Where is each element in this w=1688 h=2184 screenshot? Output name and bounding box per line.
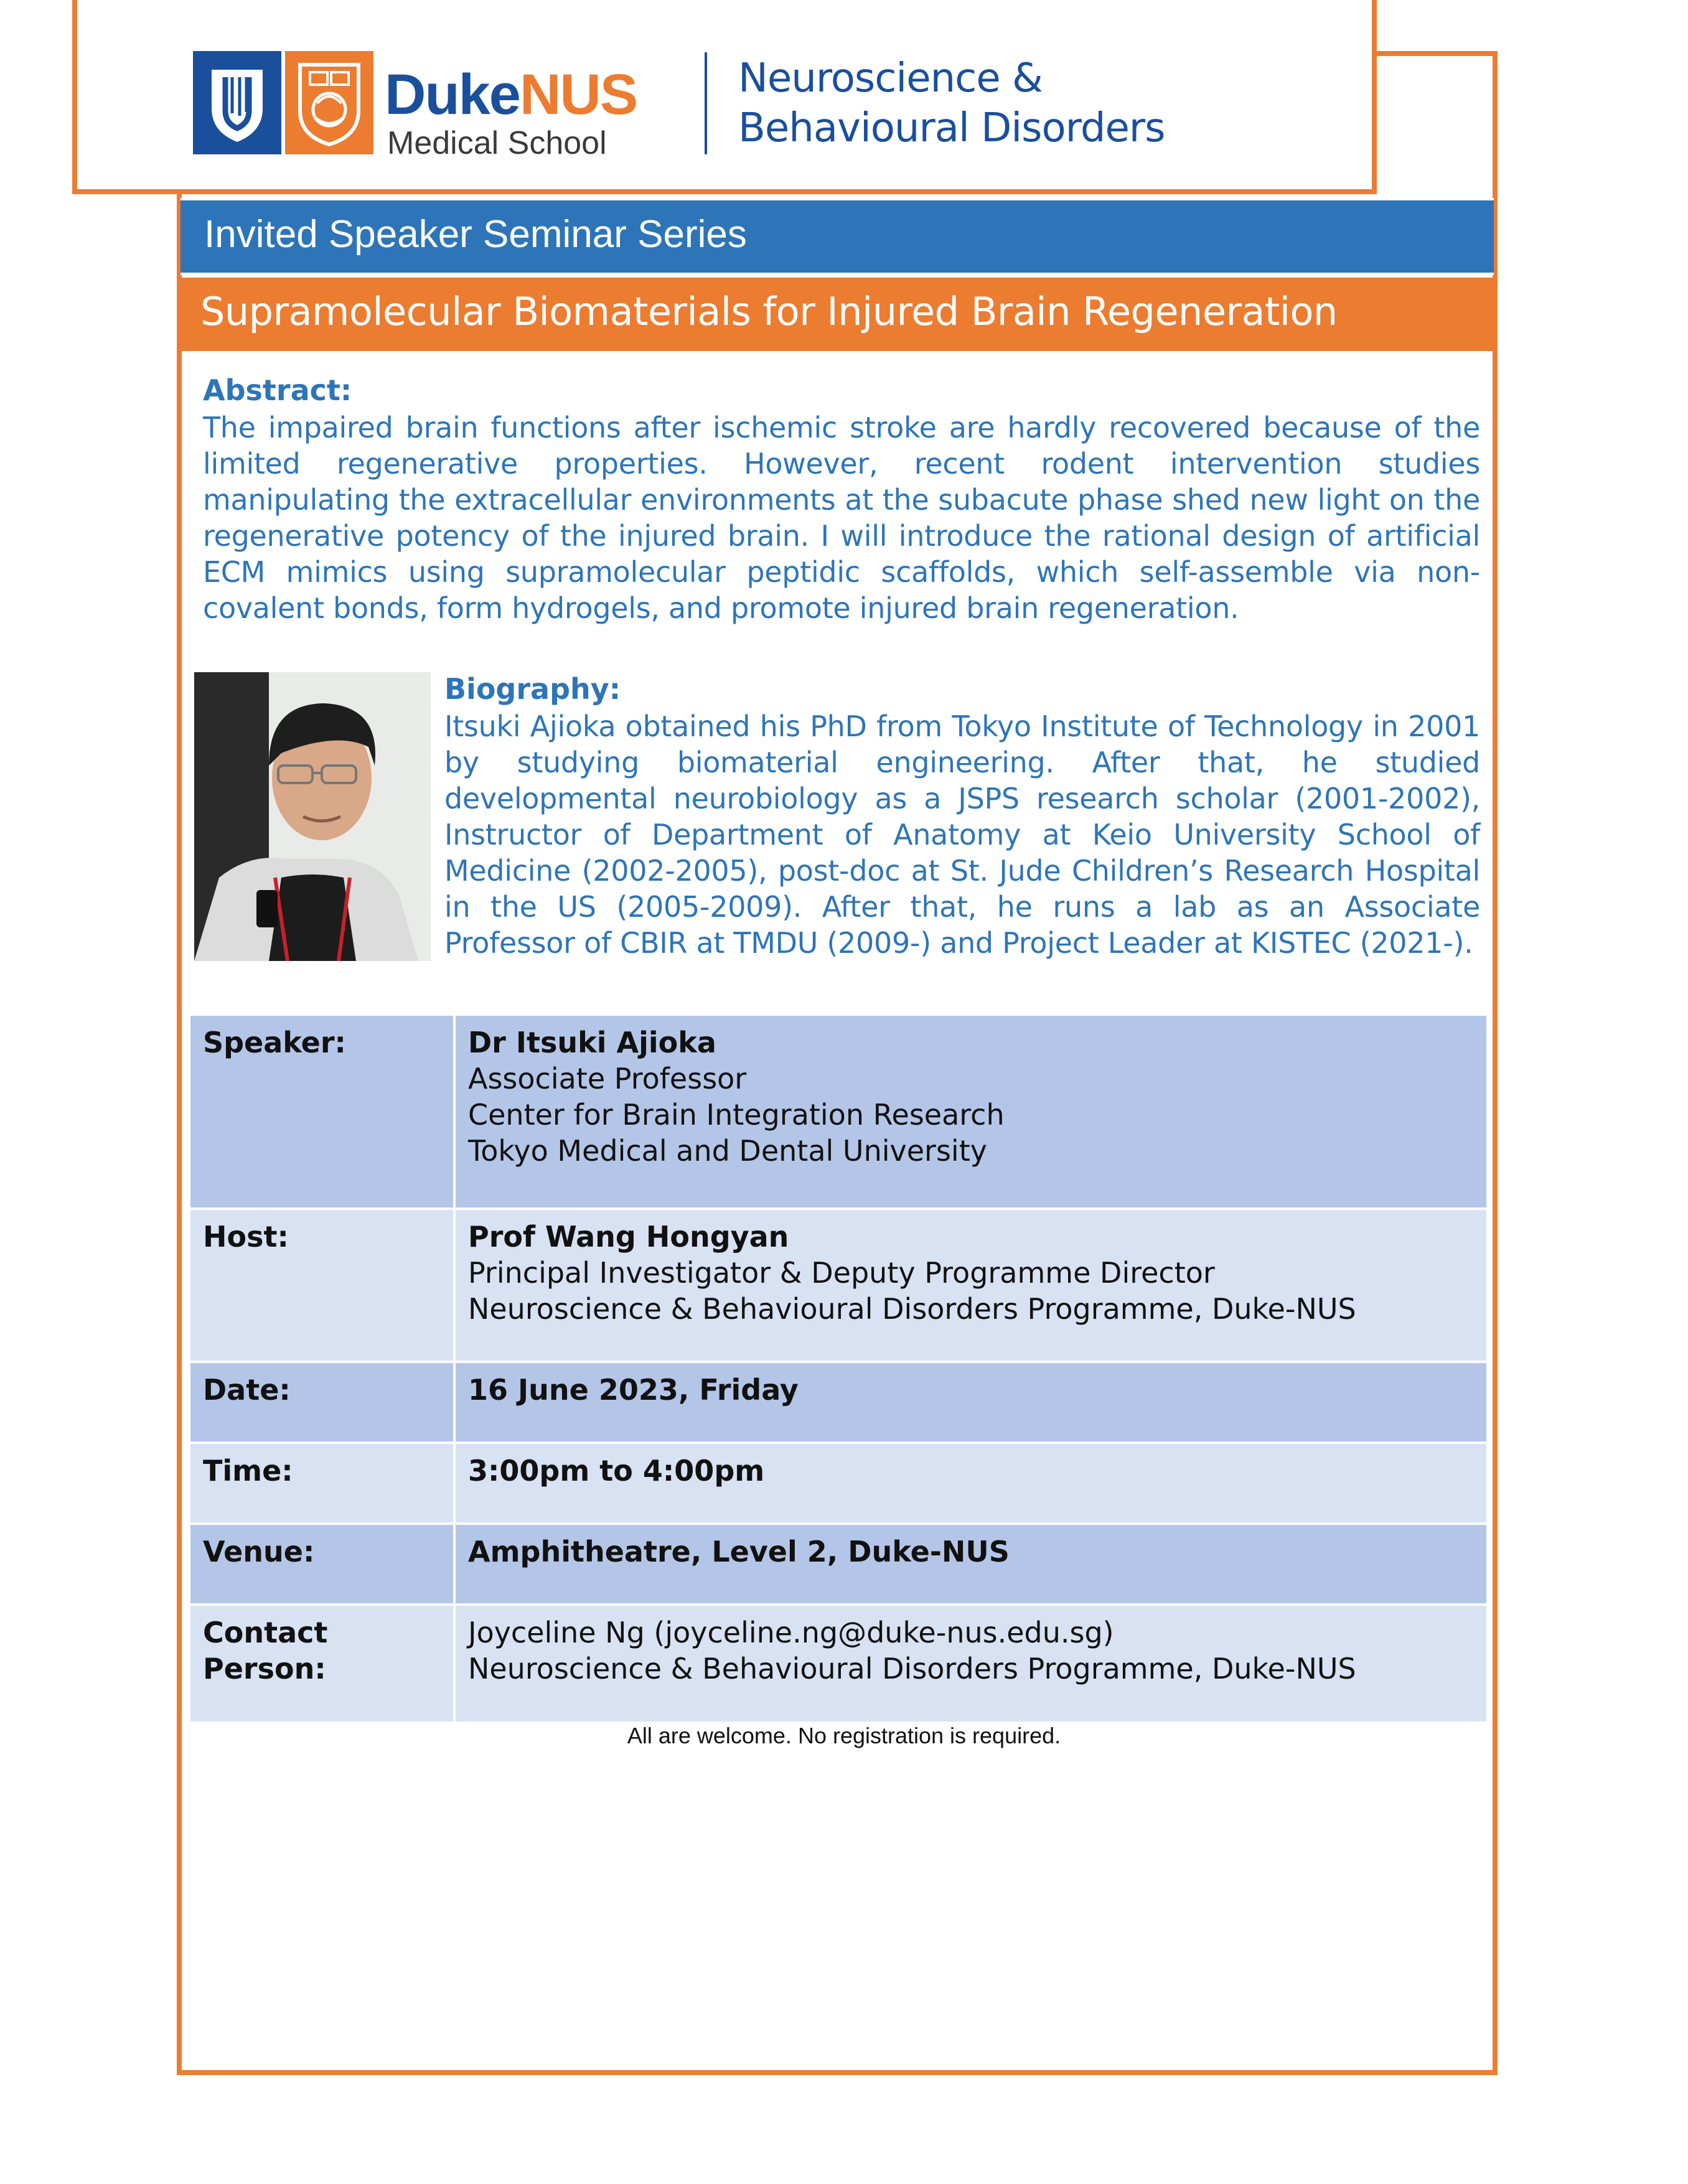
programme-name-line2: Behavioural Disorders: [738, 105, 1165, 151]
biography-text: Itsuki Ajioka obtained his PhD from Tokyo Institute of Technology in 2001 by studying biomaterial engineering. After that, he studied developmental neurobiology as a JSPS research scholar (2001-2002), Instructor of Department of Anatomy at Keio University School of Medicine (2002-2005), post-doc at St. Jude Children’s Research Hospital in the US (2005-2009). After that, he runs a lab as an Associate Professor of CBIR at TMDU (2009-) and Project Leader at KISTEC (2021-).: [444, 710, 1480, 960]
welcome-note: All are welcome. No registration is required.: [627, 1723, 1061, 1748]
host-programme: Neuroscience & Behavioural Disorders Programme, Duke-NUS: [468, 1292, 1356, 1326]
host-row: [189, 1209, 1488, 1362]
time-label: Time:: [189, 1443, 454, 1524]
speaker-university: Tokyo Medical and Dental University: [468, 1134, 987, 1168]
series-title: Invited Speaker Seminar Series: [204, 213, 747, 256]
speaker-title: Associate Professor: [468, 1062, 747, 1095]
contact-label: Contact Person:: [189, 1605, 454, 1723]
contact-programme: Neuroscience & Behavioural Disorders Programme, Duke-NUS: [468, 1652, 1356, 1685]
contact-value: [454, 1605, 1488, 1723]
abstract-heading: Abstract:: [203, 373, 352, 407]
date-label: Date:: [189, 1362, 454, 1443]
duke-nus-wordmark: DukeNUS: [385, 63, 637, 126]
venue-row: [189, 1524, 1488, 1605]
host-value: [454, 1209, 1488, 1362]
speaker-center: Center for Brain Integration Research: [468, 1098, 1005, 1132]
venue-value: Amphitheatre, Level 2, Duke-NUS: [454, 1524, 1488, 1605]
speaker-value: [454, 1015, 1488, 1209]
date-value: 16 June 2023, Friday: [454, 1362, 1488, 1443]
speaker-label: Speaker:: [189, 1015, 454, 1209]
venue-label: Venue:: [189, 1524, 454, 1605]
speaker-name: Dr Itsuki Ajioka: [468, 1026, 716, 1059]
contact-person: Joyceline Ng (joyceline.ng@duke-nus.edu.sg): [468, 1616, 1114, 1649]
contact-row: [189, 1605, 1488, 1723]
duke-shield-logo-icon: [193, 51, 281, 154]
speaker-row: [189, 1015, 1488, 1209]
host-label: Host:: [189, 1209, 454, 1362]
programme-name-line1: Neuroscience &: [738, 55, 1043, 101]
speaker-photo: [194, 672, 431, 961]
time-value: 3:00pm to 4:00pm: [454, 1443, 1488, 1524]
biography-heading: Biography:: [444, 672, 621, 706]
abstract-text: The impaired brain functions after ischemic stroke are hardly recovered because of the limited regenerative properties. However, recent rodent intervention studies manipulating the extracellular environments at the subacute phase shed new light on the regenerative potency of the injured brain. I will introduce the rational design of artificial ECM mimics using supramolecular peptidic scaffolds, which self-assemble via non-covalent bonds, form hydrogels, and promote injured brain regeneration.: [203, 411, 1480, 625]
time-row: [189, 1443, 1488, 1524]
host-role: Principal Investigator & Deputy Programme Director: [468, 1256, 1215, 1290]
nus-crest-logo-icon: [285, 51, 373, 154]
logo-divider: [705, 52, 707, 154]
host-name: Prof Wang Hongyan: [468, 1220, 789, 1254]
date-row: [189, 1362, 1488, 1443]
medical-school-label: Medical School: [387, 125, 607, 161]
seminar-title: Supramolecular Biomaterials for Injured Brain Regeneration: [200, 289, 1338, 334]
seminar-details-table: [188, 1013, 1489, 1724]
